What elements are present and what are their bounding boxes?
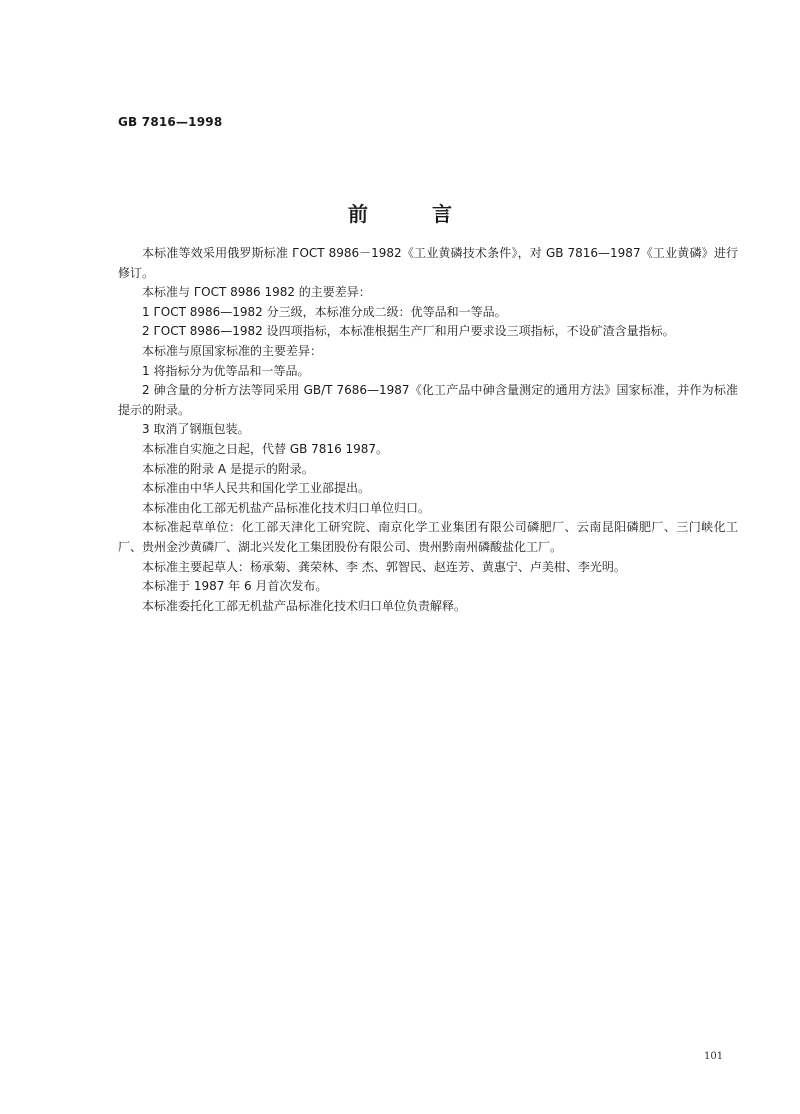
- section-title: [0, 198, 800, 227]
- page-number: 101: [704, 1051, 724, 1062]
- paragraph: 本标准主要起草人：杨承菊、龚荣林、李 杰、郭智民、赵连芳、黄惠宁、卢美柑、李光明。: [142, 559, 626, 574]
- paragraph: 本标准起草单位：化工部天津化工研究院、南京化学工业集团有限公司磷肥厂、云南昆阳磷肥厂、三门峡化工厂、贵州金沙黄磷厂、湖北兴发化工集团股份有限公司、贵州黔南州磷酸盐化工厂。: [118, 520, 738, 554]
- paragraph: 本标准与 ГОСТ 8986 1982 的主要差异：: [142, 285, 371, 300]
- title-char-2: 言: [432, 202, 452, 226]
- paragraph: 1 ГОСТ 8986—1982 分三级，本标准分成二级：优等品和一等品。: [142, 304, 507, 319]
- paragraph: 本标准自实施之日起，代替 GB 7816 1987。: [142, 441, 389, 456]
- paragraph: 1 将指标分为优等品和一等品。: [142, 363, 310, 378]
- paragraph: 本标准与原国家标准的主要差异：: [142, 343, 323, 358]
- title-char-1: 前: [348, 202, 368, 226]
- paragraph: 本标准委托化工部无机盐产品标准化技术归口单位负责解释。: [142, 598, 467, 613]
- paragraph: 本标准由中华人民共和国化学工业部提出。: [142, 481, 371, 496]
- paragraph: 2 砷含量的分析方法等同采用 GB/T 7686—1987《化工产品中砷含量测定的通用方法》国家标准，并作为标准提示的附录。: [118, 383, 738, 417]
- paragraph: 本标准由化工部无机盐产品标准化技术归口单位归口。: [142, 500, 431, 515]
- foreword-body: [118, 244, 738, 616]
- paragraph: 3 取消了钢瓶包装。: [142, 422, 250, 437]
- standard-code: GB 7816—1998: [118, 115, 223, 129]
- paragraph: 本标准的附录 A 是提示的附录。: [142, 461, 314, 476]
- paragraph: 2 ГОСТ 8986—1982 设四项指标，本标准根据生产厂和用户要求设三项指标，不设矿渣含量指标。: [142, 324, 675, 339]
- paragraph: 本标准于 1987 年 6 月首次发布。: [142, 579, 328, 594]
- paragraph: 本标准等效采用俄罗斯标准 ГОСТ 8986－1982《工业黄磷技术条件》，对 GB 7816—1987《工业黄磷》进行修订。: [118, 246, 738, 280]
